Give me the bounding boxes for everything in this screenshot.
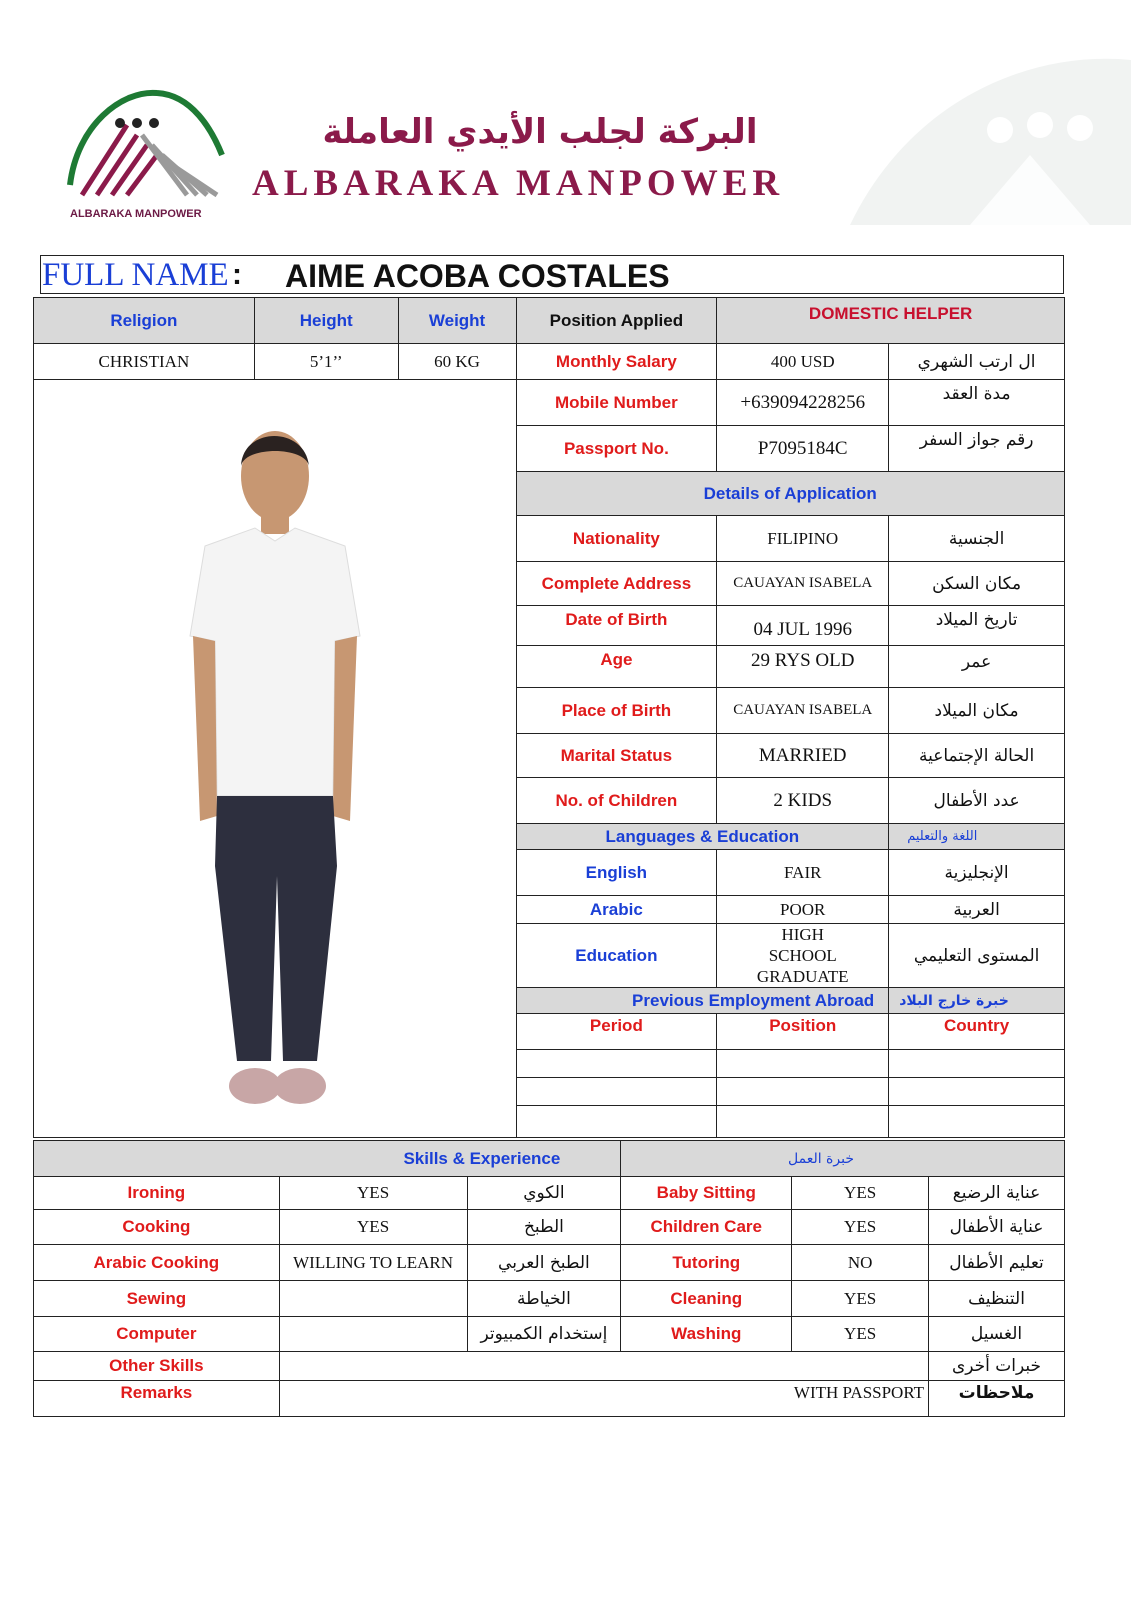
employment-cell bbox=[889, 1106, 1065, 1138]
other-skills-arabic: خبرات أخرى bbox=[929, 1352, 1065, 1381]
employment-column-country: Country bbox=[889, 1014, 1065, 1050]
skill-label: Tutoring bbox=[621, 1245, 792, 1281]
applicant-details-table bbox=[33, 297, 1065, 1138]
skill-arabic: عناية الأطفال bbox=[929, 1210, 1065, 1245]
languages-section-header: Languages & Education bbox=[516, 824, 889, 850]
applicant-photo-figure bbox=[145, 396, 405, 1116]
religion-label: Religion bbox=[34, 298, 255, 344]
position-applied-value: DOMESTIC HELPER bbox=[717, 298, 1065, 344]
education-arabic: المستوى التعليمي bbox=[889, 924, 1065, 988]
skill-label: Computer bbox=[34, 1317, 280, 1352]
company-logo bbox=[62, 85, 232, 225]
language-label: English bbox=[516, 850, 717, 896]
skill-value: YES bbox=[792, 1177, 929, 1210]
english-company-title: ALBARAKA MANPOWER bbox=[252, 163, 785, 204]
language-arabic: الإنجليزية bbox=[889, 850, 1065, 896]
skill-label: Baby Sitting bbox=[621, 1177, 792, 1210]
employment-cell bbox=[889, 1050, 1065, 1078]
skill-arabic: تعليم الأطفال bbox=[929, 1245, 1065, 1281]
application-arabic: مكان الميلاد bbox=[889, 688, 1065, 734]
employment-column-position: Position bbox=[717, 1014, 889, 1050]
application-arabic: الحالة الإجتماعية bbox=[889, 734, 1065, 778]
skill-value: YES bbox=[792, 1281, 929, 1317]
application-arabic: تاريخ الميلاد bbox=[889, 606, 1065, 646]
full-name-label: FULL NAME bbox=[42, 257, 229, 293]
applicant-photo bbox=[34, 380, 517, 1138]
application-label: Complete Address bbox=[516, 562, 717, 606]
skill-value: YES bbox=[792, 1210, 929, 1245]
religion-value: CHRISTIAN bbox=[34, 344, 255, 380]
application-value: MARRIED bbox=[717, 734, 889, 778]
weight-label: Weight bbox=[398, 298, 516, 344]
detail-label: Monthly Salary bbox=[516, 344, 717, 380]
skill-label: Ironing bbox=[34, 1177, 280, 1210]
application-label: Age bbox=[516, 646, 717, 688]
employment-cell bbox=[516, 1078, 717, 1106]
employment-section-header: Previous Employment Abroad bbox=[516, 988, 889, 1014]
detail-label: Mobile Number bbox=[516, 380, 717, 426]
language-value: FAIR bbox=[717, 850, 889, 896]
application-label: Marital Status bbox=[516, 734, 717, 778]
height-label: Height bbox=[254, 298, 398, 344]
detail-label: Passport No. bbox=[516, 426, 717, 472]
application-value: CAUAYAN ISABELA bbox=[717, 562, 889, 606]
skill-value: WILLING TO LEARN bbox=[279, 1245, 467, 1281]
full-name-colon: : bbox=[232, 258, 242, 291]
skill-value: NO bbox=[792, 1245, 929, 1281]
employment-cell bbox=[516, 1106, 717, 1138]
application-arabic: عمر bbox=[889, 646, 1065, 688]
detail-value: 400 USD bbox=[717, 344, 889, 380]
height-value: 5’1’’ bbox=[254, 344, 398, 380]
application-label: Date of Birth bbox=[516, 606, 717, 646]
watermark-graphic bbox=[850, 40, 1131, 230]
employment-cell bbox=[717, 1050, 889, 1078]
skill-label: Washing bbox=[621, 1317, 792, 1352]
skill-label: Children Care bbox=[621, 1210, 792, 1245]
employment-cell bbox=[516, 1050, 717, 1078]
skill-value bbox=[279, 1281, 467, 1317]
skill-label: Cleaning bbox=[621, 1281, 792, 1317]
skill-label: Arabic Cooking bbox=[34, 1245, 280, 1281]
skill-arabic: الكوي bbox=[467, 1177, 621, 1210]
skills-section-header-arabic: خبرة العمل bbox=[621, 1141, 1065, 1177]
detail-arabic: رقم جواز السفر bbox=[889, 426, 1065, 472]
employment-section-header-arabic: خبرة خارج البلاد bbox=[889, 988, 1065, 1014]
detail-value: P7095184C bbox=[717, 426, 889, 472]
detail-value: +639094228256 bbox=[717, 380, 889, 426]
remarks-label: Remarks bbox=[34, 1381, 280, 1417]
skill-label: Sewing bbox=[34, 1281, 280, 1317]
detail-arabic: ال ارتب الشهري bbox=[889, 344, 1065, 380]
skills-section-header: Skills & Experience bbox=[34, 1141, 621, 1177]
application-value: 29 RYS OLD bbox=[717, 646, 889, 688]
detail-arabic: مدة العقد bbox=[889, 380, 1065, 426]
employment-cell bbox=[889, 1078, 1065, 1106]
language-label: Arabic bbox=[516, 896, 717, 924]
skill-label: Cooking bbox=[34, 1210, 280, 1245]
application-arabic: عدد الأطفال bbox=[889, 778, 1065, 824]
other-skills-value bbox=[279, 1352, 928, 1381]
arabic-company-title: البركة لجلب الأيدي العاملة bbox=[322, 112, 758, 152]
application-arabic: مكان السكن bbox=[889, 562, 1065, 606]
education-label: Education bbox=[516, 924, 717, 988]
skill-value bbox=[279, 1317, 467, 1352]
employment-cell bbox=[717, 1078, 889, 1106]
skill-arabic: إستخدام الكمبيوتر bbox=[467, 1317, 621, 1352]
language-value: POOR bbox=[717, 896, 889, 924]
remarks-value: WITH PASSPORT bbox=[279, 1381, 928, 1417]
application-label: No. of Children bbox=[516, 778, 717, 824]
skill-value: YES bbox=[279, 1177, 467, 1210]
skill-arabic: التنظيف bbox=[929, 1281, 1065, 1317]
employment-cell bbox=[717, 1106, 889, 1138]
employment-column-period: Period bbox=[516, 1014, 717, 1050]
languages-section-header-arabic: اللغة والتعليم bbox=[889, 824, 1065, 850]
skills-table bbox=[33, 1140, 1065, 1417]
skill-arabic: الخياطة bbox=[467, 1281, 621, 1317]
full-name-value: AIME ACOBA COSTALES bbox=[285, 258, 670, 294]
application-label: Nationality bbox=[516, 516, 717, 562]
logo-mark-icon bbox=[62, 85, 232, 210]
application-value: FILIPINO bbox=[717, 516, 889, 562]
skill-arabic: الطبخ العربي bbox=[467, 1245, 621, 1281]
remarks-arabic: ملاحظات bbox=[929, 1381, 1065, 1417]
language-arabic: العربية bbox=[889, 896, 1065, 924]
application-arabic: الجنسية bbox=[889, 516, 1065, 562]
skill-arabic: الطبخ bbox=[467, 1210, 621, 1245]
weight-value: 60 KG bbox=[398, 344, 516, 380]
application-label: Place of Birth bbox=[516, 688, 717, 734]
position-applied-label: Position Applied bbox=[516, 298, 717, 344]
skill-arabic: عناية الرضيع bbox=[929, 1177, 1065, 1210]
application-value: CAUAYAN ISABELA bbox=[717, 688, 889, 734]
logo-caption: ALBARAKA MANPOWER bbox=[70, 208, 202, 220]
application-value: 2 KIDS bbox=[717, 778, 889, 824]
application-section-header: Details of Application bbox=[516, 472, 1065, 516]
application-value: 04 JUL 1996 bbox=[717, 606, 889, 646]
skill-arabic: الغسيل bbox=[929, 1317, 1065, 1352]
education-value: HIGH SCHOOL GRADUATE bbox=[717, 924, 889, 988]
skill-value: YES bbox=[792, 1317, 929, 1352]
other-skills-label: Other Skills bbox=[34, 1352, 280, 1381]
skill-value: YES bbox=[279, 1210, 467, 1245]
